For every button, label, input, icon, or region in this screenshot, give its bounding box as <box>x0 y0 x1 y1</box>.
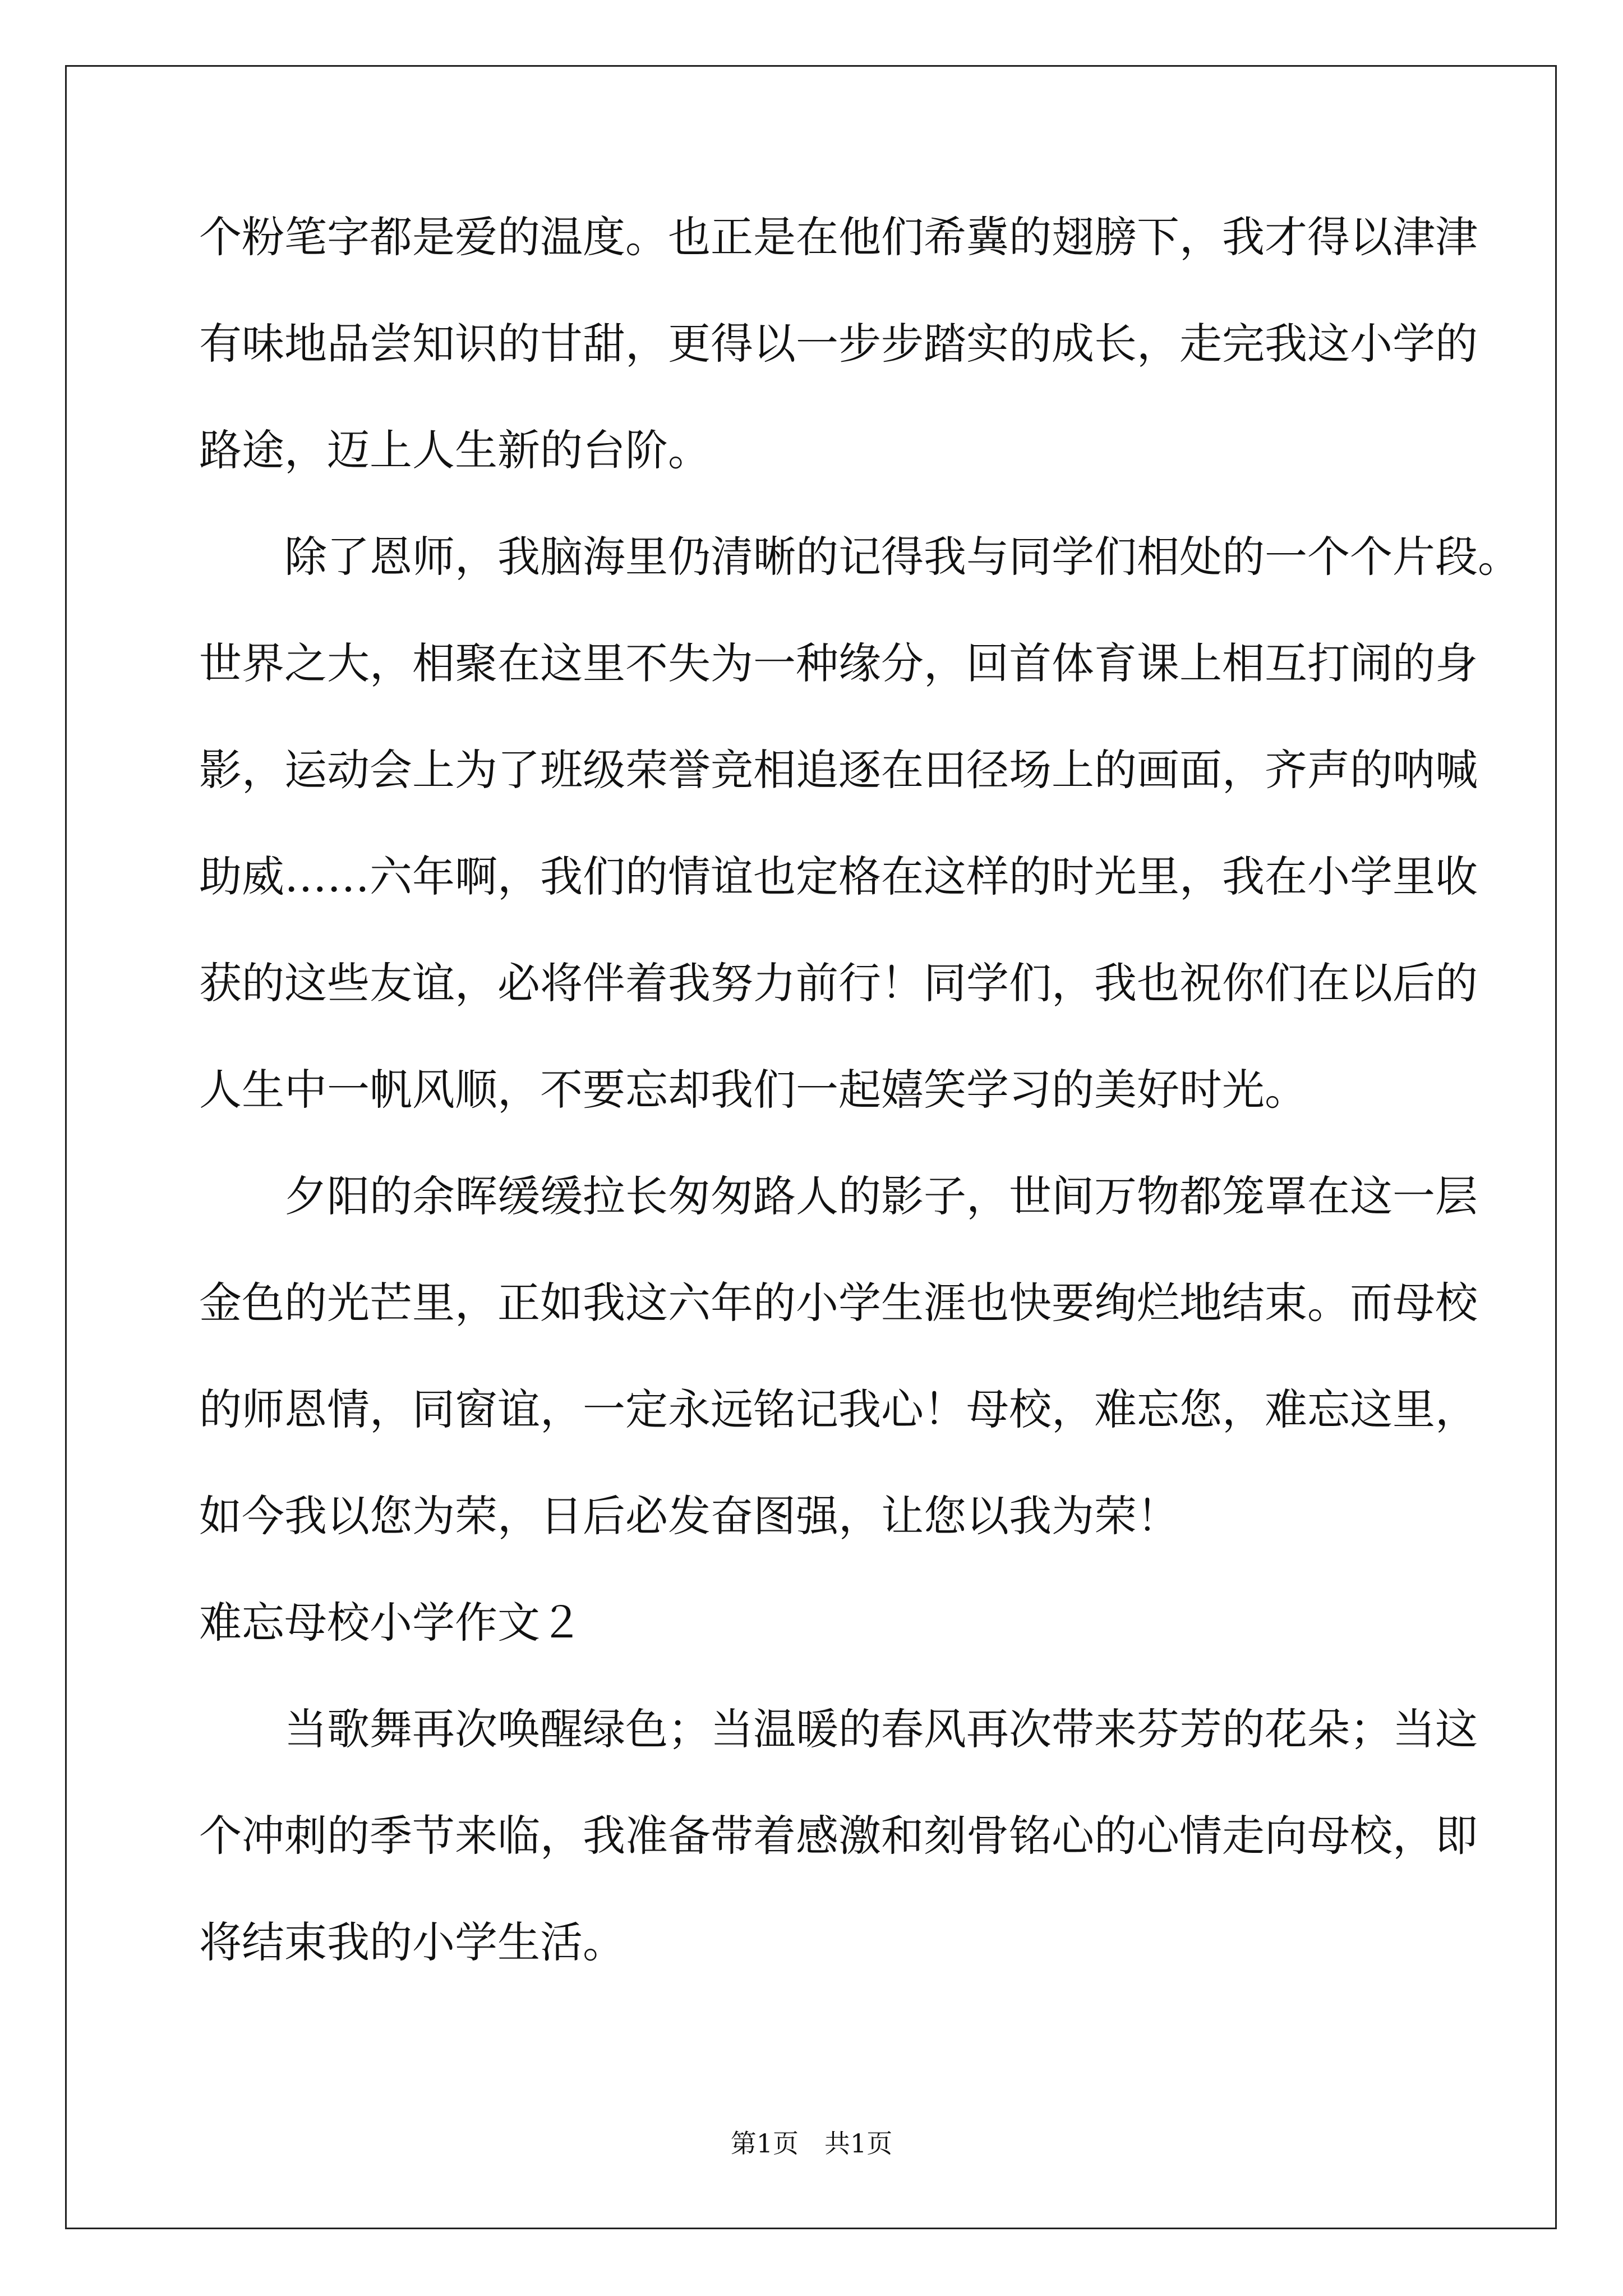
text-line: 金色的光芒里，正如我这六年的小学生涯也快要绚烂地结束。而母校 <box>199 1278 1478 1328</box>
text-line: 个冲刺的季节来临，我准备带着感激和刻骨铭心的心情走向母校，即 <box>199 1811 1478 1861</box>
text-line: 影，运动会上为了班级荣誉竞相追逐在田径场上的画面，齐声的呐喊 <box>199 745 1478 795</box>
text-line: 如今我以您为荣，日后必发奋图强，让您以我为荣！ <box>199 1491 1179 1541</box>
paragraph-start-line: 夕阳的余晖缓缓拉长匆匆路人的影子，世间万物都笼罩在这一层 <box>284 1171 1478 1221</box>
page-border <box>65 65 1557 2229</box>
paragraph-start-line: 当歌舞再次唤醒绿色；当温暖的春风再次带来芬芳的花朵；当这 <box>284 1704 1478 1754</box>
text-line: 人生中一帆风顺，不要忘却我们一起嬉笑学习的美好时光。 <box>199 1065 1307 1115</box>
paragraph-start-line: 除了恩师，我脑海里仍清晰的记得我与同学们相处的一个个片段。 <box>284 532 1520 582</box>
text-line: 助威……六年啊，我们的情谊也定格在这样的时光里，我在小学里收 <box>199 852 1478 901</box>
text-line: 个粉笔字都是爱的温度。也正是在他们希冀的翅膀下，我才得以津津 <box>199 212 1478 262</box>
text-line: 世界之大，相聚在这里不失为一种缘分，回首体育课上相互打闹的身 <box>199 638 1478 688</box>
text-line: 获的这些友谊，必将伴着我努力前行！同学们，我也祝你们在以后的 <box>199 958 1478 1008</box>
text-line: 路途，迈上人生新的台阶。 <box>199 425 711 475</box>
text-line: 的师恩情，同窗谊，一定永远铭记我心！母校，难忘您，难忘这里， <box>199 1384 1478 1434</box>
text-line: 有味地品尝知识的甘甜，更得以一步步踏实的成长，走完我这小学的 <box>199 319 1478 369</box>
page-footer: 第1页 共1页 <box>730 2128 893 2159</box>
section-heading: 难忘母校小学作文２ <box>199 1598 583 1648</box>
text-line: 将结束我的小学生活。 <box>199 1917 625 1967</box>
